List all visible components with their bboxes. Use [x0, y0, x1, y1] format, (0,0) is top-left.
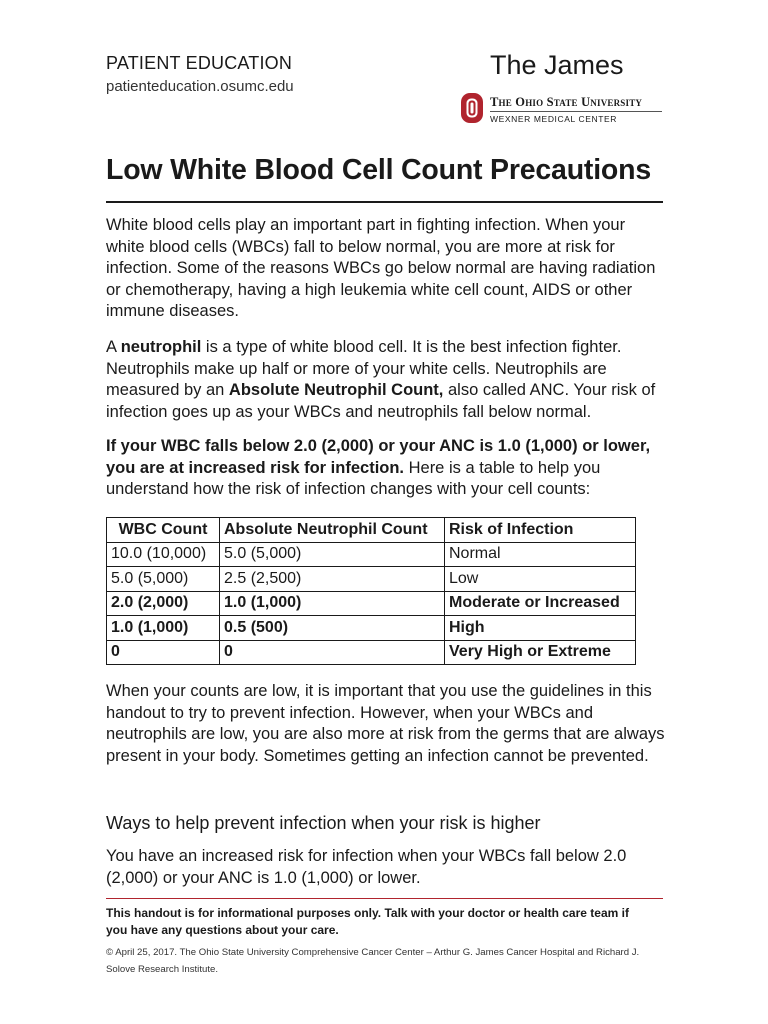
table-row	[107, 542, 636, 567]
table-cell: 10.0 (10,000)	[107, 542, 220, 567]
header-wbc: WBC Count	[107, 518, 220, 543]
neutrophil-term: neutrophil	[120, 338, 202, 356]
header-anc: Absolute Neutrophil Count	[220, 518, 445, 543]
section-paragraph: You have an increased risk for infection when your WBCs fall below 2.0 (2,000) or your ANC is 1.0 (1,000) or lower.	[106, 847, 627, 887]
table-cell: 0	[107, 640, 220, 665]
patient-education-label: PATIENT EDUCATION	[106, 53, 293, 73]
table-cell: Very High or Extreme	[445, 640, 636, 665]
footer-copyright: © April 25, 2017. The Ohio State University Comprehensive Cancer Center – Arthur G. James Cancer Hospital and Richard J. Solove Research Institute.	[106, 947, 640, 975]
table-cell: Moderate or Increased	[445, 591, 636, 616]
table-cell: 5.0 (5,000)	[220, 542, 445, 567]
title-divider	[106, 201, 663, 203]
section-heading: Ways to help prevent infection when your risk is higher	[106, 813, 541, 833]
neutrophil-text-c: also called ANC. Your risk of infection goes up as your WBCs and neutrophils fall below normal.	[106, 381, 656, 421]
table-cell: 5.0 (5,000)	[107, 567, 220, 592]
footer-disclaimer: This handout is for informational purposes only. Talk with your doctor or health care team if you have any questions about your care.	[106, 906, 629, 937]
table-cell: 2.5 (2,500)	[220, 567, 445, 592]
table-cell: 0	[220, 640, 445, 665]
osu-logo	[460, 92, 664, 126]
risk-table	[106, 517, 636, 665]
table-row	[107, 640, 636, 665]
neutrophil-text-a: A	[106, 338, 121, 356]
table-row	[107, 616, 636, 641]
block-o-icon	[460, 92, 484, 124]
table-cell: High	[445, 616, 636, 641]
warning-bold: If your WBC falls below 2.0 (2,000) or your ANC is 1.0 (1,000) or lower, you are at increased risk for infection.	[106, 437, 651, 477]
after-table-paragraph: When your counts are low, it is important that you use the guidelines in this handout to try to prevent infection. However, when your WBCs and neutrophils are low, you are also more at risk from the germs that are always present in your body. Sometimes getting an infection cannot be prevented.	[106, 682, 665, 765]
table-cell: 2.0 (2,000)	[107, 591, 220, 616]
warning-text: Here is a table to help you understand how the risk of infection changes with your cell counts:	[106, 458, 601, 499]
table-header-row	[107, 518, 636, 543]
table-cell: 1.0 (1,000)	[220, 591, 445, 616]
neutrophil-paragraph	[106, 337, 666, 423]
table-cell: 0.5 (500)	[220, 616, 445, 641]
footer-divider	[106, 898, 663, 899]
medical-center-name: WEXNER MEDICAL CENTER	[490, 114, 618, 124]
table-row	[107, 567, 636, 592]
intro-paragraph: White blood cells play an important part in fighting infection. When your white blood cells (WBCs) fall to below normal, you are more at risk for infection. Some of the reasons WBCs go below normal are having radiation or chemotherapy, having a high leukemia white cell count, AIDS or other immune diseases.	[106, 216, 656, 321]
table-cell: Normal	[445, 542, 636, 567]
header-left	[106, 52, 294, 97]
warning-paragraph	[106, 436, 666, 501]
table-cell: 1.0 (1,000)	[107, 616, 220, 641]
table-cell: Low	[445, 567, 636, 592]
anc-term: Absolute Neutrophil Count,	[228, 381, 444, 400]
neutrophil-text-b: is a type of white blood cell. It is the best infection fighter. Neutrophils make up half or more of your white cells. Neutrophils are measured by an	[106, 338, 622, 400]
header-risk: Risk of Infection	[445, 518, 636, 543]
page-title: Low White Blood Cell Count Precautions	[106, 154, 651, 186]
header-logo	[460, 48, 664, 124]
logo-divider	[490, 111, 662, 112]
table-row	[107, 591, 636, 616]
website-url: patienteducation.osumc.edu	[106, 78, 294, 95]
university-name: The Ohio State University	[490, 95, 643, 109]
brand-name: The James	[490, 50, 624, 80]
